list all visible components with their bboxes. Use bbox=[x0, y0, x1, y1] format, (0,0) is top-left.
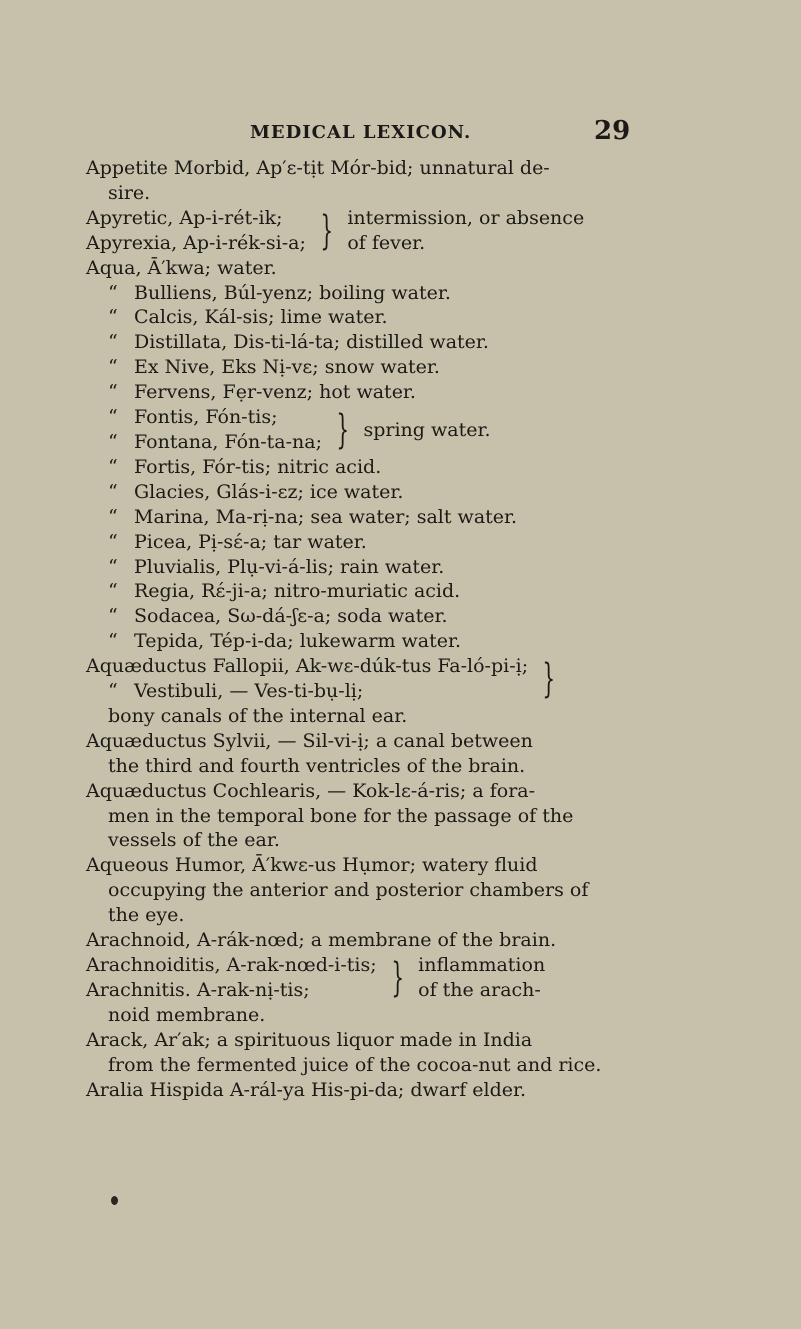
entry-aqueous-humor-cont: occupying the anterior and posterior chambers of bbox=[108, 879, 589, 902]
entry-fontana: “ Fontana, Fón-ta-na; bbox=[108, 430, 323, 453]
entry-aqua: Aqua, Ā′kwa; water. bbox=[86, 256, 277, 279]
ditto-mark: “ bbox=[108, 306, 118, 329]
entry-arachnoid: Arachnoid, A-rák-nœd; a membrane of the brain. bbox=[86, 929, 557, 952]
entry-vestibuli-gloss: bony canals of the internal ear. bbox=[108, 704, 408, 727]
entry-pluvialis: “ Pluvialis, Plụ-vi-á-lis; rain water. bbox=[108, 555, 445, 578]
apyretic-gloss-cont: of fever. bbox=[347, 231, 426, 254]
entry-fervens: “ Fervens, Fẹr-venz; hot water. bbox=[108, 381, 416, 404]
entry-aquaeductus-sylvii-cont: the third and fourth ventricles of the brain. bbox=[108, 754, 526, 777]
entry-vestibuli: “ Vestibuli, — Ves-ti-bụ-lị; bbox=[108, 680, 364, 703]
entry-calcis: “ Calcis, Kál-sis; lime water. bbox=[108, 306, 388, 329]
arachnoiditis-gloss-cont: of the arach- bbox=[418, 978, 541, 1001]
entry-arachnoiditis: Arachnoiditis, A-rak-nœd-i-tis; bbox=[86, 954, 377, 976]
ditto-mark: “ bbox=[108, 430, 118, 453]
ditto-mark: “ bbox=[108, 381, 118, 404]
entry-aquaeductus-cochlearis-cont: men in the temporal bone for the passage of the bbox=[108, 804, 574, 827]
entry-aqueous-humor-cont2: the eye. bbox=[108, 904, 185, 927]
entry-apyretic: Apyretic, Ap-i-rét-ik; bbox=[86, 206, 283, 229]
entry-aquaeductus-sylvii: Aquæductus Sylvii, — Sil-vi-ị; a canal between bbox=[86, 729, 533, 752]
entry-fontis-group bbox=[86, 405, 726, 455]
fontis-gloss: spring water. bbox=[363, 418, 491, 441]
entry-aqueous-humor: Aqueous Humor, Ā′kwε-us Hụmor; watery fluid bbox=[86, 854, 538, 877]
entry-apyrexia: Apyrexia, Ap-i-rék-si-a; bbox=[86, 231, 306, 254]
entry-marina: “ Marina, Ma-rị-na; sea water; salt water. bbox=[108, 505, 518, 528]
ditto-mark: “ bbox=[108, 605, 118, 628]
ditto-mark: “ bbox=[108, 680, 118, 703]
page-header bbox=[0, 86, 801, 146]
lexicon-entries bbox=[86, 156, 726, 1102]
entry-aquaeductus-fallopii-group bbox=[86, 654, 726, 704]
apyretic-gloss: intermission, or absence bbox=[347, 206, 585, 229]
entry-picea: “ Picea, Pị-sέ-a; tar water. bbox=[108, 530, 367, 553]
ditto-mark: “ bbox=[108, 505, 118, 528]
entry-arack: Arack, Ar′ak; a spirituous liquor made in India bbox=[86, 1028, 533, 1051]
ditto-mark: “ bbox=[108, 530, 118, 553]
arachnoiditis-gloss: inflammation bbox=[418, 954, 546, 976]
brace-glyph: } bbox=[542, 656, 556, 703]
entry-glacies: “ Glacies, Glás-i-εz; ice water. bbox=[108, 480, 404, 503]
ditto-mark: “ bbox=[108, 455, 118, 478]
entry-regia: “ Regia, Rέ-ji-a; nitro-muriatic acid. bbox=[108, 580, 461, 603]
ditto-mark: “ bbox=[108, 281, 118, 304]
entry-bulliens: “ Bulliens, Búl-yenz; boiling water. bbox=[108, 281, 451, 304]
entry-appetite-morbid-cont: sire. bbox=[108, 181, 151, 204]
ditto-mark: “ bbox=[108, 630, 118, 653]
running-head: MEDICAL LEXICON. bbox=[250, 122, 472, 143]
entry-apyretic-group bbox=[86, 206, 726, 256]
brace-glyph: } bbox=[391, 954, 404, 1001]
entry-sodacea: “ Sodacea, Sω-dá-ʃε-a; soda water. bbox=[108, 605, 448, 628]
ditto-mark: “ bbox=[108, 406, 118, 429]
entry-aquaeductus-fallopii: Aquæductus Fallopii, Ak-wε-dúk-tus Fa-ló-pi-ị; bbox=[86, 655, 529, 678]
brace-glyph: } bbox=[336, 406, 350, 453]
ditto-mark: “ bbox=[108, 480, 118, 503]
entry-arachnoiditis-group bbox=[86, 953, 726, 1003]
entry-ex-nive: “ Ex Nive, Eks Nị-vε; snow water. bbox=[108, 356, 440, 379]
entry-arack-cont: from the fermented juice of the cocoa-nut and rice. bbox=[108, 1053, 602, 1076]
entry-tepida: “ Tepida, Tép-i-da; lukewarm water. bbox=[108, 630, 462, 653]
ditto-mark: “ bbox=[108, 331, 118, 354]
entry-fortis: “ Fortis, Fór-tis; nitric acid. bbox=[108, 455, 382, 478]
entry-aquaeductus-cochlearis-cont2: vessels of the ear. bbox=[108, 829, 280, 852]
entry-appetite-morbid: Appetite Morbid, Ap′ε-tịt Mór-bid; unnatural de- bbox=[86, 157, 550, 179]
ditto-mark: “ bbox=[108, 555, 118, 578]
ditto-mark: “ bbox=[108, 580, 118, 603]
entry-fontis: “ Fontis, Fón-tis; bbox=[108, 406, 278, 429]
entry-aquaeductus-cochlearis: Aquæductus Cochlearis, — Kok-lε-á-ris; a fora- bbox=[86, 779, 536, 802]
page-number: 29 bbox=[594, 116, 631, 146]
entry-aralia-hispida: Aralia Hispida A-rál-ya His-pi-da; dwarf elder. bbox=[86, 1078, 527, 1101]
brace-glyph: } bbox=[320, 207, 333, 254]
entry-distillata: “ Distillata, Dis-ti-lá-ta; distilled water. bbox=[108, 331, 489, 354]
ink-spot bbox=[111, 1196, 118, 1205]
entry-arachnoiditis-cont: noid membrane. bbox=[108, 1003, 266, 1026]
ditto-mark: “ bbox=[108, 356, 118, 379]
entry-arachnitis: Arachnitis. A-rak-nị-tis; bbox=[86, 978, 310, 1001]
